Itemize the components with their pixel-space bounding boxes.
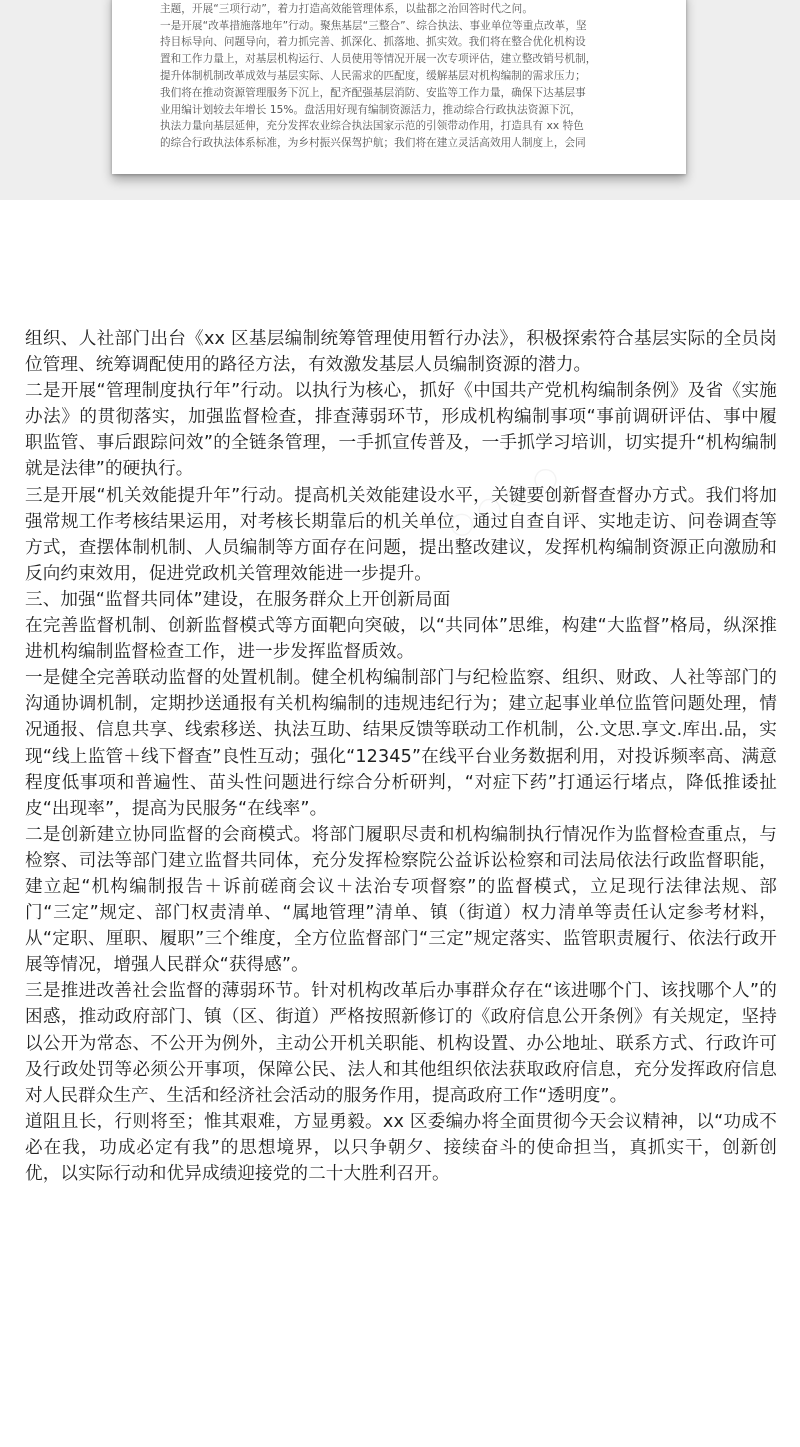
- preview-text: [160, 0, 660, 152]
- preview-line: 持目标导向、问题导向，着力抓完善、抓深化、抓落地、抓实效。我们将在整合优化机构设: [160, 36, 586, 49]
- preview-line: 主题，开展“三项行动”，着力打造高效能管理体系，以盐都之治回答时代之问。: [160, 2, 533, 15]
- preview-line: 执法力量向基层延伸，充分发挥农业综合执法国家示范的引领带动作用，打造具有 xx 特色: [160, 120, 584, 133]
- article-body: [25, 326, 777, 1187]
- paragraph: 二是开展“管理制度执行年”行动。以执行为核心，抓好《中国共产党机构编制条例》及省《实施办法》的贯彻落实，加强监督检查，排查薄弱环节，形成机构编制事项“事前调研评估、事中履职监管、事后跟踪问效”的全链条管理，一手抓宣传普及，一手抓学习培训，切实提升“机构编制就是法律”的硬执行。: [25, 381, 777, 480]
- paragraph: 组织、人社部门出台《xx 区基层编制统筹管理使用暂行办法》，积极探索符合基层实际的全员岗位管理、统筹调配使用的路径方法，有效激发基层人员编制资源的潜力。: [25, 329, 777, 376]
- paragraph: 在完善监督机制、创新监督模式等方面靶向突破，以“共同体”思维，构建“大监督”格局，纵深推进机构编制监督检查工作，进一步发挥监督质效。: [25, 616, 777, 663]
- paragraph: 二是创新建立协同监督的会商模式。将部门履职尽责和机构编制执行情况作为监督检查重点，与检察、司法等部门建立监督共同体，充分发挥检察院公益诉讼检察和司法局依法行政监督职能，建立起“机构编制报告＋诉前磋商会议＋法治专项督察”的监督模式，立足现行法律法规、部门“三定”规定、部门权责清单、“属地管理”清单、镇（街道）权力清单等责任认定参考材料，从“定职、厘职、履职”三个维度，全方位监督部门“三定”规定落实、监管职责履行、依法行政开展等情况，增强人民群众“获得感”。: [25, 824, 777, 976]
- preview-line: 提升体制机制改革成效与基层实际、人民需求的匹配度，缓解基层对机构编制的需求压力；: [160, 69, 586, 82]
- document-preview-band: [0, 0, 800, 200]
- section-heading: 三、加强“监督共同体”建设，在服务群众上开创新局面: [25, 589, 451, 610]
- preview-line: 置和工作力量上，对基层机构运行、人员使用等情况开展一次专项评估，建立整改销号机制，: [160, 53, 597, 66]
- document-preview-card: [112, 0, 686, 174]
- preview-line: 一是开展“改革措施落地年”行动。聚焦基层“三整合”、综合执法、事业单位等重点改革，坚: [160, 19, 587, 32]
- preview-line: 业用编计划较去年增长 15%。盘活用好现有编制资源活力，推动综合行政执法资源下沉，: [160, 103, 581, 116]
- preview-line: 我们将在推动资源管理服务下沉上，配齐配强基层消防、安监等工作力量，确保下达基层事: [160, 86, 586, 99]
- paragraph: 一是健全完善联动监督的处置机制。健全机构编制部门与纪检监察、组织、财政、人社等部门的沟通协调机制，定期抄送通报有关机构编制的违规违纪行为；建立起事业单位监管问题处理，情况通报、信息共享、线索移送、执法互助、结果反馈等联动工作机制，公.文思.享文.库出.品，实现“线上监管＋线下督查”良性互动；强化“12345”在线平台业务数据利用，对投诉频率高、满意程度低事项和普遍性、苗头性问题进行综合分析研判，“对症下药”打通运行堵点，降低推诿扯皮“出现率”，提高为民服务“在线率”。: [25, 668, 777, 819]
- paragraph: 三是推进改善社会监督的薄弱环节。针对机构改革后办事群众存在“该进哪个门、该找哪个人”的困惑，推动政府部门、镇（区、街道）严格按照新修订的《政府信息公开条例》有关规定，坚持以公开为常态、不公开为例外，主动公开机关职能、机构设置、办公地址、联系方式、行政许可及行政处罚等必须公开事项，保障公民、法人和其他组织依法获取政府信息，充分发挥政府信息对人民群众生产、生活和经济社会活动的服务作用，提高政府工作“透明度”。: [25, 981, 777, 1106]
- watermark: ◯ ◯ ◯ ◯: [444, 462, 562, 541]
- preview-line: 的综合行政执法体系标准，为乡村振兴保驾护航；我们将在建立灵活高效用人制度上，会同: [160, 137, 586, 150]
- paragraph: 道阻且长，行则将至；惟其艰难，方显勇毅。xx 区委编办将全面贯彻今天会议精神，以“功成不必在我，功成必定有我”的思想境界，以只争朝夕、接续奋斗的使命担当，真抓实干，创新创优，以实际行动和优异成绩迎接党的二十大胜利召开。: [25, 1111, 777, 1184]
- paragraph: 三是开展“机关效能提升年”行动。提高机关效能建设水平，关键要创新督查督办方式。我们将加强常规工作考核结果运用，对考核长期靠后的机关单位，通过自查自评、实地走访、问卷调查等方式，查摆体制机制、人员编制等方面存在问题，提出整改建议，发挥机构编制资源正向激励和反向约束效用，促进党政机关管理效能进一步提升。: [25, 485, 777, 584]
